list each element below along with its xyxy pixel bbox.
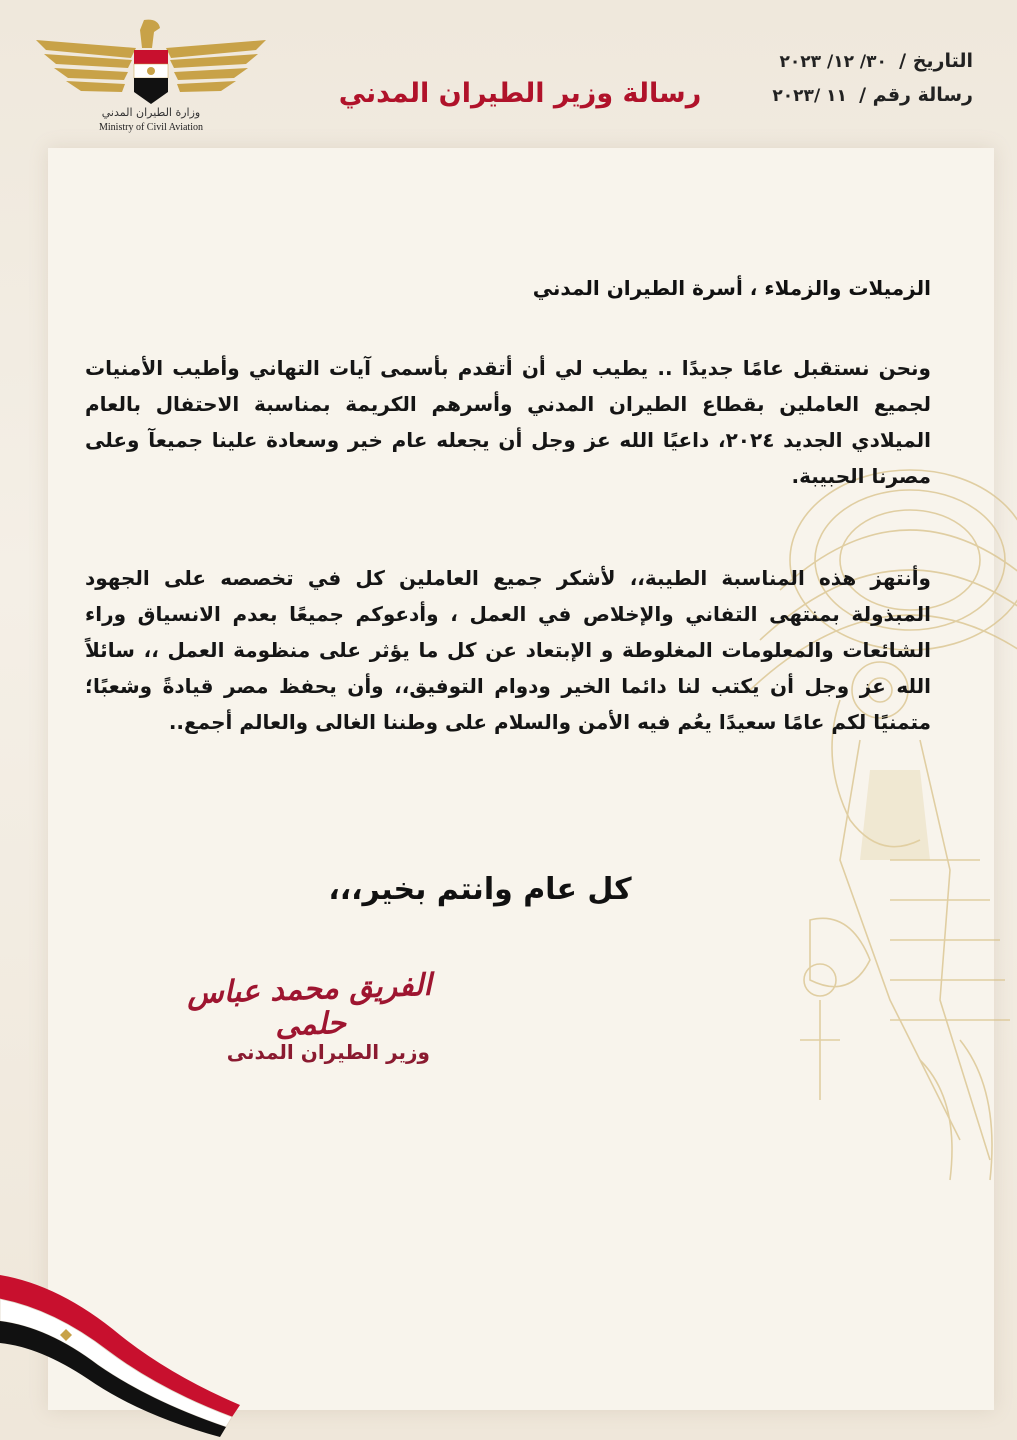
date-label: التاريخ / [899, 50, 973, 72]
letter-number-value: ١١ /٢٠٢٣ [772, 86, 847, 106]
eagle-wings-emblem-icon [26, 18, 276, 108]
pharaonic-falcon-watermark [720, 440, 1017, 1200]
paragraph-greetings: ونحن نستقبل عامًا جديدًا .. يطيب لي أن أتقدم بأسمى آيات التهاني وأطيب الأمنيات لجميع العاملين بقطاع الطيران المدني وأسرهم الكريمة بمناسبة الاحتفال بالعام الميلادي الجديد ٢٠٢٤، داعيًا الله عز وجل أن يجعله عام خير وسعادة علينا جميعآ وعلى مصرنا الحبيبة. [85, 356, 931, 488]
salutation: الزميلات والزملاء ، أسرة الطيران المدني [532, 276, 931, 300]
ministry-logo [26, 18, 276, 143]
closing-wish: كل عام وانتم بخير،،، [328, 872, 632, 907]
paragraph-thanks: وأنتهز هذه المناسبة الطيبة،، لأشكر جميع العاملين كل في تخصصه على الجهود المبذولة بمنتهى التفاني والإخلاص في العمل ، وأدعوكم جميعًا بعدم الانسياق وراء الشائعات والمعلومات المغلوطة و الإبتعاد عن كل ما يؤثر على منظومة العمل ،، سائلاً الله عز وجل أن يكتب لنا دائما الخير ودوام التوفيق،، وأن يحفظ مصر قيادةً وشعبًا؛ متمنيًا لكم عامًا سعيدًا يعُم فيه الأمن والسلام على وطننا الغالى والعالم أجمع.. [85, 566, 931, 734]
minister-signature: الفريق محمد عباس حلمى [186, 967, 433, 1044]
logo-english-caption: Ministry of Civil Aviation [99, 122, 203, 133]
date-line [733, 44, 973, 78]
date-value: ٣٠/ ١٢/ ٢٠٢٣ [779, 52, 887, 72]
signer-title: وزير الطيران المدنى [226, 1040, 430, 1064]
letter-number-label: رسالة رقم / [859, 84, 973, 106]
letter-title: رسالة وزير الطيران المدني [338, 78, 702, 109]
logo-arabic-caption: وزارة الطيران المدني [101, 106, 201, 119]
letter-meta [733, 44, 973, 112]
egypt-flag-ribbon-icon [0, 1255, 260, 1440]
letter-number-line [733, 78, 973, 112]
